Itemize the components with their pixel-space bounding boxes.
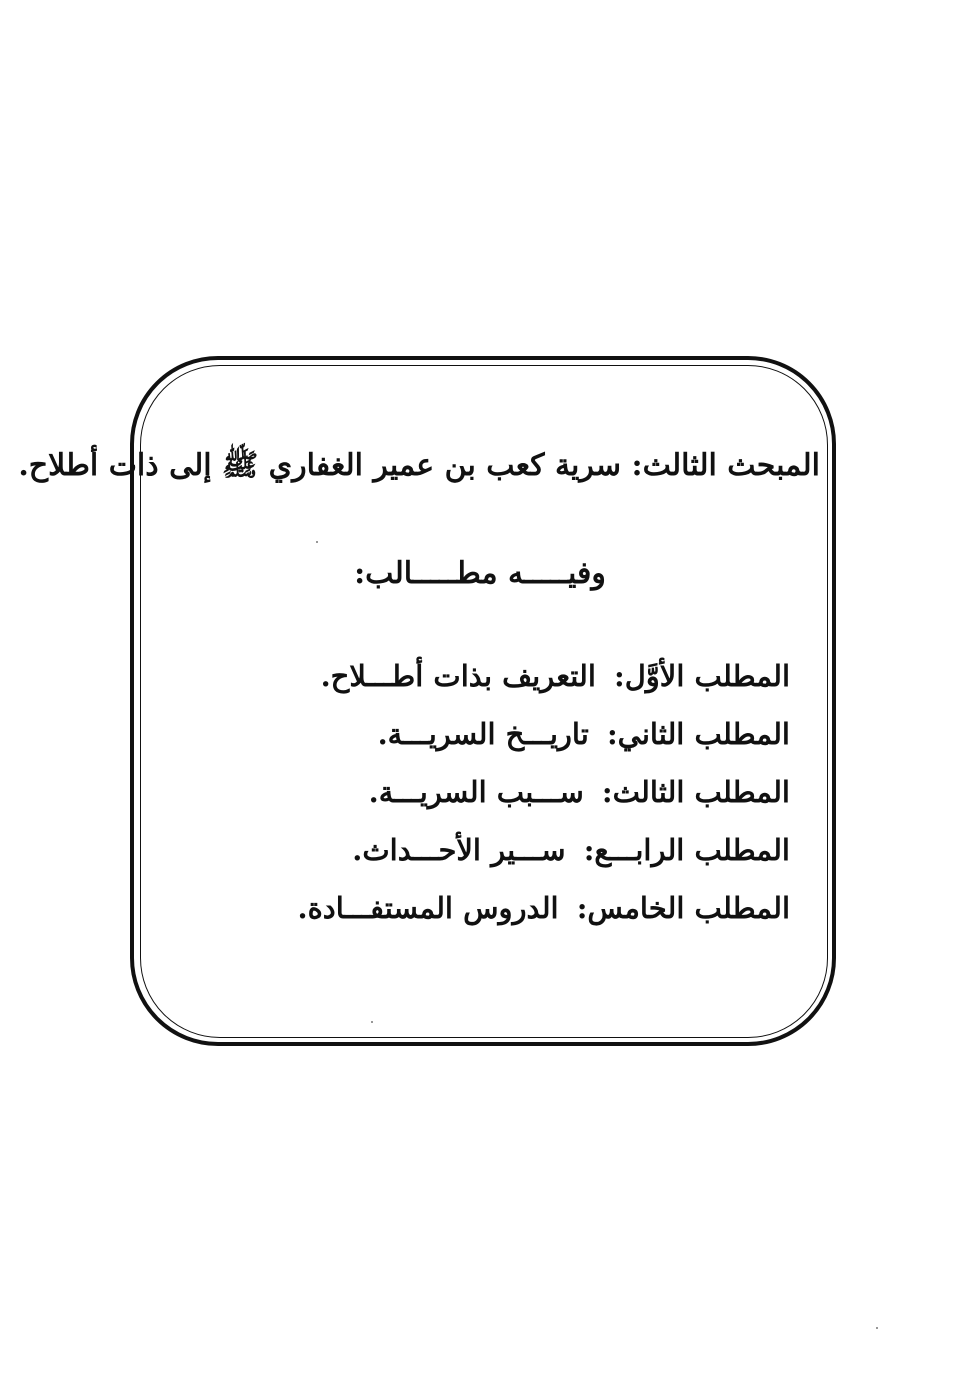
scan-speck [371,1021,373,1023]
section-label: المطلب الثالث: [601,775,790,809]
list-item [270,830,790,888]
sections-list [270,656,790,946]
section-label: المطلب الأوَّل: [614,659,790,693]
section-title: تاريـــخ السريـــة. [377,717,589,751]
sections-intro: وفيـــــه مطـــــالب: [354,556,606,591]
scan-speck [316,541,318,543]
section-title: ســـبب السريـــة. [368,775,584,809]
section-title: ســـير الأحـــداث. [352,833,566,867]
section-label: المطلب الخامس: [576,891,790,925]
section-label: المطلب الثاني: [606,717,790,751]
list-item [270,772,790,830]
list-item [270,656,790,714]
list-item [270,714,790,772]
section-title: التعريف بذات أطـــلاح. [320,659,596,693]
section-label: المطلب الرابـــع: [583,833,790,867]
chapter-heading: المبحث الثالث: سرية كعب بن عمير الغفاري ﷺ إلى ذات أطلاح. [18,448,820,483]
list-item [270,888,790,946]
section-title: الدروس المستفـــادة. [297,891,559,925]
scan-speck [876,1327,878,1329]
